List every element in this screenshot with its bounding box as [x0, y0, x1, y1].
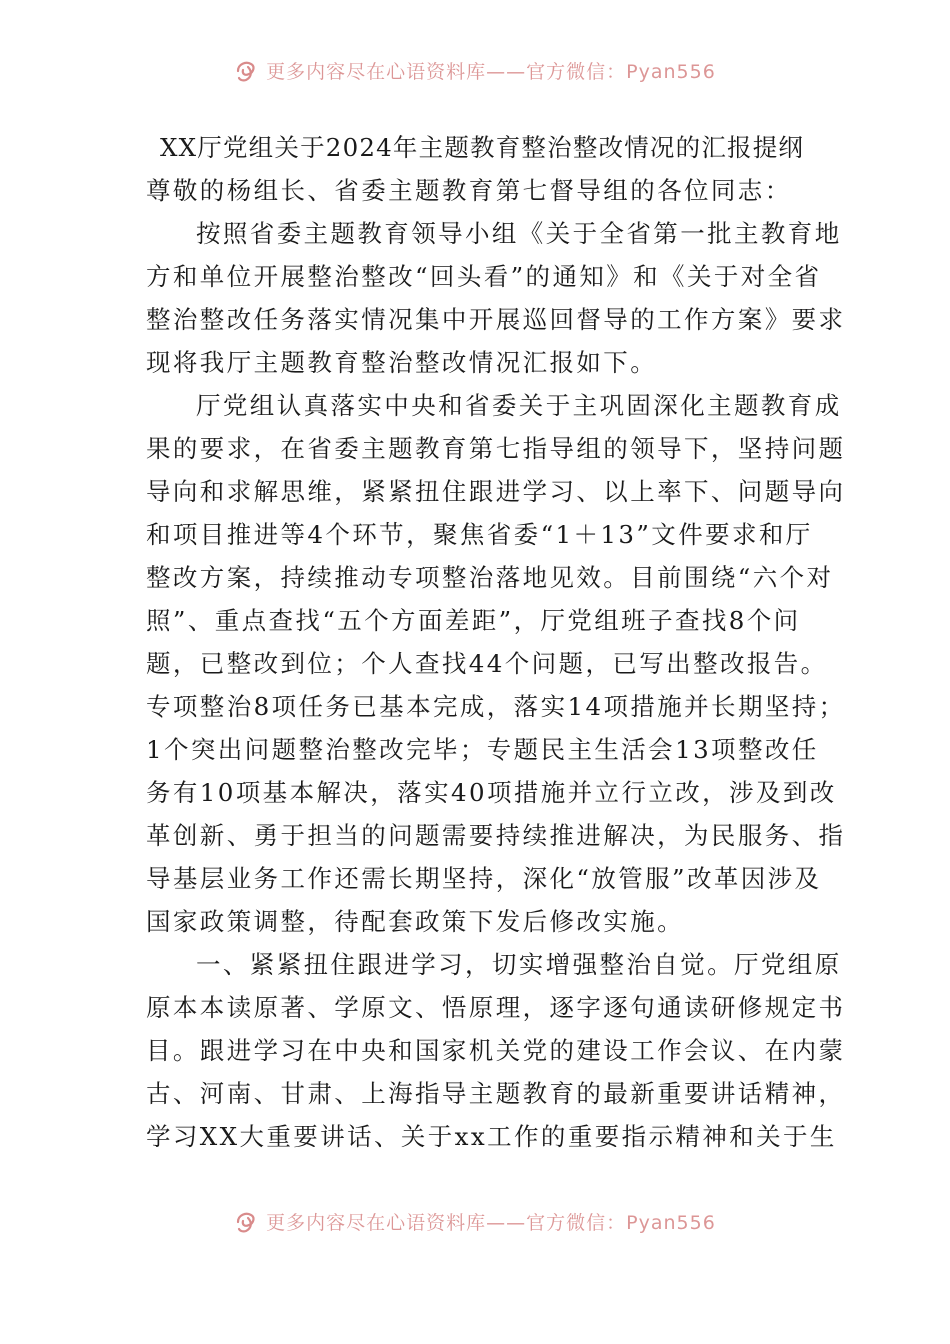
section-heading-line: 一、紧紧扭住跟进学习，切实增强整治自觉。厅党组原 [196, 950, 842, 979]
text-line: 导基层业务工作还需长期坚持，深化“放管服”改革因涉及 [146, 864, 822, 893]
text-line: 照”、重点查找“五个方面差距”，厅党组班子查找8个问 [146, 606, 801, 635]
text-line: 和项目推进等4个环节，聚焦省委“1＋13”文件要求和厅 [146, 520, 813, 549]
document-title: XX厅党组关于2024年主题教育整治整改情况的汇报提纲 [160, 133, 805, 162]
brand-logo-icon [234, 57, 260, 83]
brand-logo-icon [234, 1208, 260, 1234]
text-line: 国家政策调整，待配套政策下发后修改实施。 [146, 907, 684, 936]
text-line: 整治整改任务落实情况集中开展巡回督导的工作方案》要求 [146, 305, 846, 334]
text-line: 题，已整改到位；个人查找44个问题，已写出整改报告。 [146, 649, 828, 678]
text-line: 厅党组认真落实中央和省委关于主巩固深化主题教育成 [196, 391, 842, 420]
text-line: 按照省委主题教育领导小组《关于全省第一批主教育地 [196, 219, 842, 248]
text-line: 方和单位开展整治整改“回头看”的通知》和《关于对全省 [146, 262, 822, 291]
watermark-text: 更多内容尽在心语资料库——官方微信：Pyan556 [266, 1211, 716, 1234]
text-line: 务有10项基本解决，落实40项措施并立行立改，涉及到改 [146, 778, 837, 807]
text-line: 古、河南、甘肃、上海指导主题教育的最新重要讲话精神， [146, 1079, 846, 1108]
text-line: 现将我厅主题教育整治整改情况汇报如下。 [146, 348, 658, 377]
text-line: 原本本读原著、学原文、悟原理，逐字逐句通读研修规定书 [146, 993, 846, 1022]
text-line: 学习XX大重要讲话、关于xx工作的重要指示精神和关于生 [146, 1122, 837, 1151]
salutation-line: 尊敬的杨组长、省委主题教育第七督导组的各位同志： [146, 176, 792, 205]
text-line: 革创新、勇于担当的问题需要持续推进解决，为民服务、指 [146, 821, 846, 850]
text-line: 目。跟进学习在中央和国家机关党的建设工作会议、在内蒙 [146, 1036, 846, 1065]
text-line: 专项整治8项任务已基本完成，落实14项措施并长期坚持； [146, 692, 846, 721]
text-line: 整改方案，持续推动专项整治落地见效。目前围绕“六个对 [146, 563, 834, 592]
document-body [146, 126, 846, 1158]
watermark-top [0, 56, 950, 84]
watermark-text: 更多内容尽在心语资料库——官方微信：Pyan556 [266, 60, 716, 83]
watermark-bottom [0, 1207, 950, 1235]
text-line: 1个突出问题整治整改完毕；专题民主生活会13项整改任 [146, 735, 819, 764]
text-line: 导向和求解思维，紧紧扭住跟进学习、以上率下、问题导向 [146, 477, 846, 506]
text-line: 果的要求，在省委主题教育第七指导组的领导下，坚持问题 [146, 434, 846, 463]
